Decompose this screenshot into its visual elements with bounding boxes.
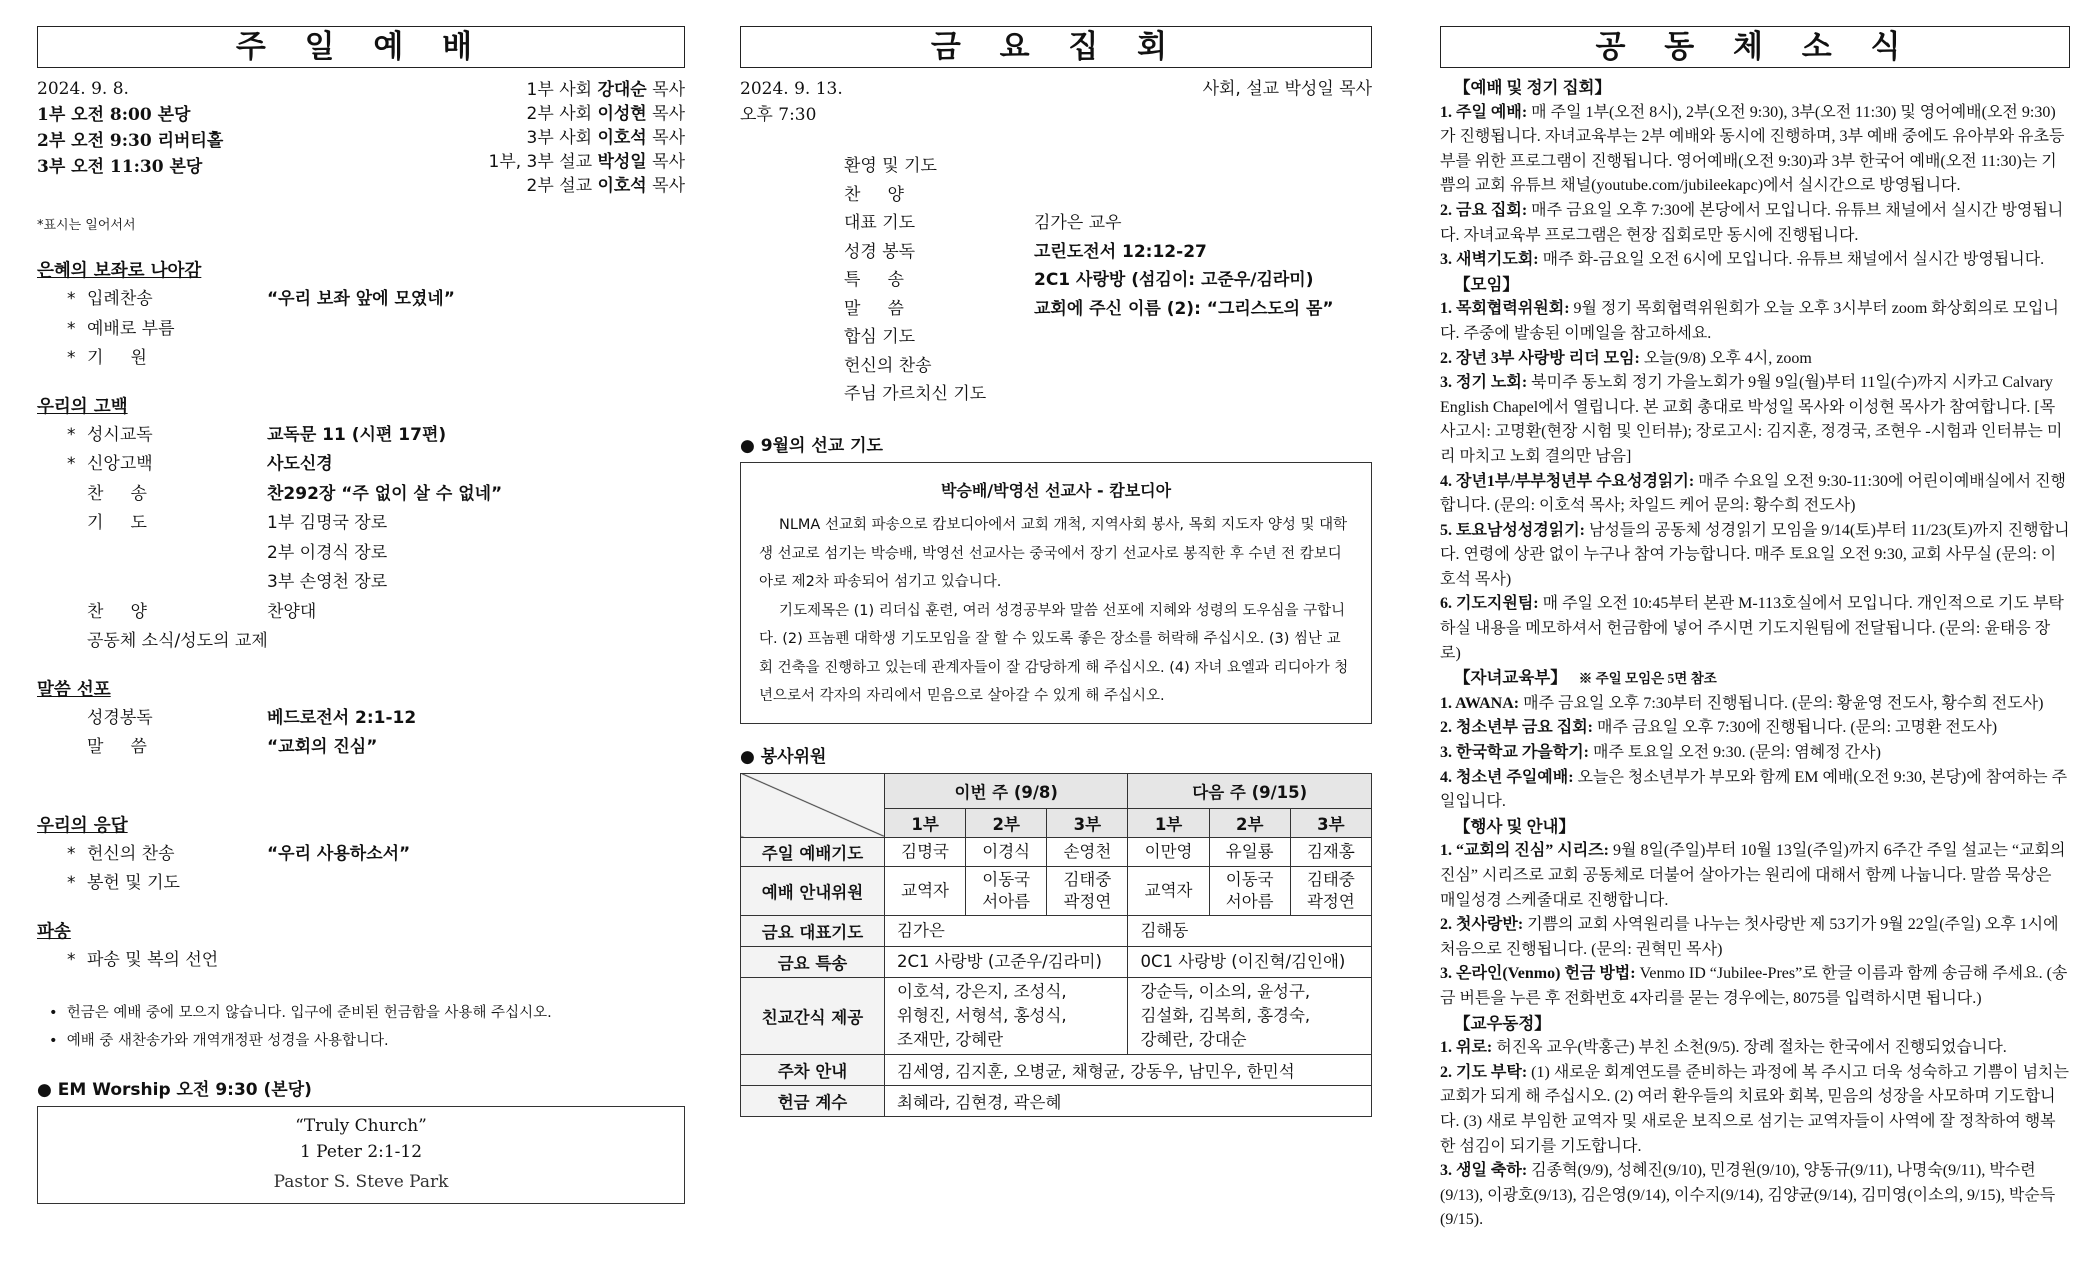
- order-name: 찬 양: [844, 184, 904, 205]
- table-cell: 이호석, 강은지, 조성식, 위형진, 서형석, 홍성식, 조재만, 강혜란: [885, 977, 1128, 1054]
- friday-order-item: [844, 295, 1372, 324]
- service-times: [37, 76, 223, 198]
- stand-marker: *: [67, 348, 76, 368]
- order-value: 2C1 사랑방 (섬김이: 고준우/김라미): [1034, 270, 1314, 290]
- order-of-worship: [37, 258, 685, 975]
- section-title: 은혜의 보좌로 나아감: [37, 261, 202, 281]
- corner-cell: [741, 773, 885, 837]
- part-header: 1부: [1128, 808, 1209, 837]
- news-item: [1440, 1036, 2070, 1061]
- section-title: 우리의 응답: [37, 815, 128, 836]
- table-cell: 0C1 사랑방 (이진혁/김인애): [1128, 946, 1372, 977]
- news-item: [1440, 347, 2070, 372]
- worship-item: [37, 704, 685, 734]
- news-item-heading: 5. 토요남성성경읽기:: [1440, 521, 1585, 539]
- item-value: “우리 보좌 앞에 모였네”: [267, 289, 455, 309]
- em-pastor: Pastor S. Steve Park: [273, 1172, 449, 1192]
- news-item: [1440, 839, 2070, 913]
- table-cell: 이동국 서아름: [966, 866, 1047, 915]
- table-row: [741, 946, 1372, 977]
- news-item-text: Venmo ID “Jubilee-Pres”로 한글 이름과 함께 송금해 주세요. (송금 버튼을 누른 후 전화번호 4자리를 묻는 경우에는, 8075를 입력하시면 됩니다.): [1440, 965, 2068, 1007]
- category-title: 【교우동정】: [1454, 1013, 1551, 1033]
- mission-heading: ● 9월의 선교 기도: [740, 435, 883, 456]
- friday-time: 오후 7:30: [740, 105, 817, 125]
- order-name: 성경 봉독: [844, 241, 916, 262]
- news-item-heading: 2. 청소년부 금요 집회:: [1440, 719, 1593, 737]
- stand-marker: [67, 704, 87, 734]
- order-name: 대표 기도: [844, 213, 916, 233]
- row-label: 예배 안내위원: [741, 866, 885, 915]
- worship-item: [37, 598, 685, 628]
- worship-item: [37, 568, 685, 598]
- news-item-text: 매주 수요일 오전 9:30-11:30에 어린이예배실에서 진행합니다. (문의: 이호석 목사; 차일드 케어 문의: 황수희 전도사): [1440, 472, 2067, 515]
- news-item: [1440, 297, 2070, 346]
- news-item-heading: 3. 정기 노회:: [1440, 374, 1528, 392]
- missionary-title: 박승배/박영선 선교사 - 캄보디아: [940, 480, 1172, 500]
- news-item-text: 북미주 동노회 정기 가을노회가 9월 9일(월)부터 11일(수)까지 시카고 Calvary English Chapel에서 열립니다. 본 교회 총대로 박성일 목사와 이성현 목사가 참여합니다. [목사고시: 고명환(현장 시험 및 인터뷰); 장로고시: 김지훈, 정경국, 조현우 -시험과 인터뷰는 미리 마치고 노회 결의만 남음]: [1440, 374, 2063, 465]
- order-name: 환영 및 기도: [844, 156, 937, 176]
- stand-marker: *: [67, 949, 76, 970]
- worship-item: [37, 733, 685, 763]
- leader-line: 2부 설교 이호석 목사: [526, 176, 685, 196]
- friday-header: [740, 76, 1372, 128]
- friday-order: [844, 152, 1372, 409]
- next-week-header: 다음 주 (9/15): [1128, 773, 1372, 808]
- table-cell: 강순득, 이소의, 윤성구, 김설화, 김복희, 홍경숙, 강혜란, 강대순: [1128, 977, 1372, 1054]
- item-value: 찬292장 “주 없이 살 수 없네”: [267, 483, 503, 504]
- service-time: 1부 오전 8:00 본당: [37, 105, 191, 125]
- stand-marker: [67, 480, 87, 510]
- table-cell: 교역자: [1128, 866, 1209, 915]
- worship-item: [37, 450, 685, 480]
- news-category: [1454, 76, 2070, 101]
- news-item-heading: 4. 청소년 주일예배:: [1440, 768, 1574, 786]
- worship-item: [37, 344, 685, 374]
- friday-order-item: [844, 266, 1372, 295]
- item-name: 봉헌 및 기도: [87, 873, 180, 893]
- stand-marker: [67, 598, 87, 628]
- news-item-text: 매주 화-금요일 오전 6시에 모입니다. 유튜브 채널에서 실시간 방영됩니다.: [1538, 251, 2045, 269]
- part-header: 3부: [1290, 808, 1371, 837]
- news-item: [1440, 1159, 2070, 1233]
- news-item: [1440, 692, 2070, 717]
- news-body: [1440, 76, 2070, 1233]
- volunteers-table: [740, 773, 1372, 1117]
- item-name: 신앙고백: [87, 454, 153, 474]
- order-name: 합심 기도: [844, 327, 916, 347]
- section-title: 우리의 고백: [37, 396, 128, 417]
- item-name: [87, 539, 267, 569]
- news-item: [1440, 741, 2070, 766]
- news-item-heading: 4. 장년1부/부부청년부 수요성경읽기:: [1440, 472, 1695, 490]
- news-item-text: 오늘은 청소년부가 부모와 함께 EM 예배(오전 9:30, 본당)에 참여하는 주일입니다.: [1440, 768, 2068, 811]
- news-item: [1440, 716, 2070, 741]
- table-cell: 이경식: [966, 837, 1047, 866]
- news-item: [1440, 519, 2070, 593]
- community-news-column: [1440, 26, 2070, 1233]
- friday-order-item: [844, 323, 1372, 352]
- worship-item: [37, 509, 685, 539]
- note-bible: • 예배 중 새찬송가와 개역개정판 성경을 사용합니다.: [49, 1033, 389, 1049]
- news-category: [1454, 815, 2070, 840]
- friday-gathering-column: [740, 26, 1372, 1117]
- item-value: 사도신경: [267, 454, 333, 474]
- news-item-heading: 3. 한국학교 가을학기:: [1440, 744, 1589, 762]
- sunday-worship-column: [37, 26, 685, 1204]
- news-item-heading: 1. “교회의 진심” 시리즈:: [1440, 842, 1609, 860]
- worship-item: [37, 421, 685, 451]
- item-name: 성경봉독: [87, 707, 153, 728]
- item-name: 기 원: [87, 348, 147, 368]
- volunteers-heading: ● 봉사위원: [740, 746, 827, 767]
- sunday-header-block: [37, 76, 685, 198]
- friday-order-item: [844, 352, 1372, 381]
- worship-item: [37, 539, 685, 569]
- news-item-text: 김종혁(9/9), 성혜진(9/10), 민경원(9/10), 양동규(9/11), 나명숙(9/11), 박수련(9/13), 이광호(9/13), 김은영(9/14), 이수지(9/14), 김양균(9/14), 김미영(이소의, 9/15), 박순득(9/15).: [1440, 1162, 2056, 1229]
- row-label: 주일 예배기도: [741, 837, 885, 866]
- item-value: [267, 344, 685, 374]
- news-item: [1440, 199, 2070, 248]
- news-item-text: 9월 정기 목회협력위원회가 오늘 오후 3시부터 zoom 화상회의로 모입니다. 주중에 발송된 이메일을 참고하세요.: [1440, 300, 2059, 342]
- table-cell: 김세영, 김지훈, 오병균, 채형균, 강동우, 남민우, 한민석: [885, 1054, 1372, 1085]
- item-value: 1부 김명국 장로: [267, 513, 388, 533]
- em-worship-box: [37, 1106, 685, 1204]
- news-item: [1440, 766, 2070, 815]
- news-item-text: 매 주일 1부(오전 8시), 2부(오전 9:30), 3부(오전 11:30) 및 영어예배(오전 9:30)가 진행됩니다. 자녀교육부는 2부 예배와 동시에 진행하며, 3부 예배 중에도 유아부와 유초등부를 위한 프로그램이 진행됩니다. 영어예배(오전 9:30)과 3부 한국어 예배(오전 11:30)는 기쁨의 교회 유튜브 채널(youtube.com/jubileekapc)에서 실시간으로 방영됩니다.: [1440, 103, 2065, 195]
- row-label: 헌금 계수: [741, 1085, 885, 1116]
- table-cell: 김태중 곽정연: [1047, 866, 1128, 915]
- friday-order-item: [844, 238, 1372, 267]
- friday-leader: 사회, 설교 박성일 목사: [1202, 79, 1372, 99]
- stand-marker: *: [67, 318, 76, 339]
- news-item-text: 매주 금요일 오후 7:30에 본당에서 모입니다. 유튜브 채널에서 실시간 방영됩니다. 자녀교육부 프로그램은 현장 집회로만 동시에 진행됩니다.: [1440, 201, 2064, 244]
- news-item-heading: 2. 금요 집회:: [1440, 201, 1528, 219]
- service-time: 2부 오전 9:30 리버티홀: [37, 131, 224, 151]
- stand-marker: *: [67, 843, 76, 864]
- news-item: [1440, 470, 2070, 519]
- worship-notes: [37, 999, 685, 1055]
- news-item: [1440, 962, 2070, 1011]
- part-header: 2부: [966, 808, 1047, 837]
- item-name: 파송 및 복의 선언: [87, 949, 219, 970]
- news-item-text: 남성들의 공동체 성경읽기 모임을 9/14(토)부터 11/23(토)까지 진행합니다. 연령에 상관 없이 누구나 참여 가능합니다. 매주 토요일 오전 9:30, 교회 사무실 (문의: 이호석 목사): [1440, 521, 2070, 588]
- stand-marker: *: [67, 873, 76, 893]
- table-row: [741, 977, 1372, 1054]
- part-header: 2부: [1209, 808, 1290, 837]
- news-item-heading: 1. AWANA:: [1440, 694, 1520, 712]
- stand-marker: [67, 627, 87, 657]
- order-value: 고린도전서 12:12-27: [1034, 241, 1207, 262]
- section-title: 파송: [37, 921, 71, 942]
- leaders-list: [489, 78, 685, 198]
- item-name: 공동체 소식/성도의 교제: [87, 631, 268, 651]
- category-note: ※ 주일 모임은 5면 참조: [1578, 671, 1717, 687]
- em-heading: ● EM Worship 오전 9:30 (본당): [37, 1080, 312, 1100]
- table-row: [741, 837, 1372, 866]
- stand-marker: [67, 509, 87, 539]
- table-row: [741, 866, 1372, 915]
- item-value: [267, 627, 685, 657]
- stand-marker: *: [67, 454, 76, 474]
- row-label: 주차 안내: [741, 1054, 885, 1085]
- leader-line: 3부 사회 이호석 목사: [526, 128, 685, 148]
- item-value: 3부 손영천 장로: [267, 572, 388, 592]
- news-category: [1454, 273, 2070, 298]
- leader-line: 1부, 3부 설교 박성일 목사: [488, 152, 685, 172]
- stand-marker: *: [67, 424, 76, 445]
- friday-order-item: [844, 152, 1372, 181]
- news-item-text: 매주 금요일 오후 7:30에 진행됩니다. (문의: 고명환 전도사): [1592, 719, 1998, 737]
- friday-title: 금 요 집 회: [740, 26, 1372, 68]
- table-cell: 김가은: [885, 915, 1128, 946]
- leader-line: 1부 사회 강대순 목사: [526, 80, 685, 100]
- table-cell: 유일룡: [1209, 837, 1290, 866]
- worship-item: [37, 869, 685, 899]
- worship-item: [37, 285, 685, 315]
- table-cell: 이만영: [1128, 837, 1209, 866]
- news-item-heading: 2. 첫사랑반:: [1440, 916, 1524, 934]
- table-header-row: [741, 773, 1372, 808]
- this-week-header: 이번 주 (9/8): [885, 773, 1128, 808]
- item-name: 성시교독: [87, 424, 153, 445]
- news-item-text: 매주 토요일 오전 9:30. (문의: 염혜정 간사): [1588, 744, 1881, 762]
- item-value: 찬양대: [267, 601, 317, 622]
- news-item-text: 오늘(9/8) 오후 4시, zoom: [1639, 349, 1812, 367]
- note-offering: • 헌금은 예배 중에 모으지 않습니다. 입구에 준비된 헌금함을 사용해 주십시오.: [49, 1005, 552, 1021]
- community-news-title: 공 동 체 소 식: [1440, 26, 2070, 68]
- news-item-text: 허진옥 교우(박홍근) 부친 소천(9/5). 장례 절차는 한국에서 진행되었습니다.: [1492, 1039, 2007, 1057]
- news-item-text: (1) 새로운 회계연도를 준비하는 과정에 복 주시고 더욱 성숙하고 기쁨이 넘치는 교회가 되게 해 주십시오. (2) 여러 환우들의 치료와 회복, 믿음의 성장을 사모하며 기도합니다. (3) 새로 부임한 교역자 및 새로운 보직으로 섬기는 교역자들이 사역에 잘 정착하여 행복한 섬김이 되기를 기도합니다.: [1440, 1063, 2069, 1155]
- section-title: 말씀 선포: [37, 679, 111, 700]
- news-item: [1440, 1061, 2070, 1159]
- worship-item: [37, 627, 685, 657]
- stand-marker: [67, 568, 87, 598]
- news-item-heading: 2. 기도 부탁:: [1440, 1063, 1528, 1081]
- friday-order-item: [844, 209, 1372, 238]
- news-item: [1440, 371, 2070, 469]
- stand-note: *표시는 일어서서: [37, 218, 136, 233]
- mission-box: [740, 462, 1372, 724]
- mission-paragraph-2: 기도제목은 (1) 리더십 훈련, 여러 성경공부와 말씀 선포에 지혜와 성령의 도우심을 구합니다. (2) 프놈펜 대학생 기도모임을 잘 할 수 있도록 좋은 장소를 허락해 주십시오. (3) 씸난 교회 건축을 진행하고 있는데 관계자들이 잘 감당하게 해 주십시오. (4) 자녀 요엘과 리디아가 청년으로서 각자의 자리에서 믿음으로 살아갈 수 있게 해 주십시오.: [759, 602, 1349, 704]
- table-cell: 교역자: [885, 866, 966, 915]
- order-name: 특 송: [844, 270, 904, 290]
- table-cell: 손영천: [1047, 837, 1128, 866]
- item-value: “교회의 진심”: [267, 737, 378, 757]
- news-item-heading: 1. 주일 예배:: [1440, 103, 1528, 121]
- order-name: 주님 가르치신 기도: [844, 384, 987, 404]
- item-value: “우리 사용하소서”: [267, 843, 411, 864]
- em-sermon-title: “Truly Church”: [295, 1116, 427, 1136]
- table-cell: 이동국 서아름: [1209, 866, 1290, 915]
- news-item: [1440, 101, 2070, 199]
- news-item-heading: 3. 생일 축하:: [1440, 1162, 1528, 1180]
- order-name: 헌신의 찬송: [844, 355, 932, 376]
- worship-item: [37, 946, 685, 976]
- friday-order-item: [844, 380, 1372, 409]
- category-title: 【모임】: [1454, 274, 1519, 294]
- row-label: 금요 특송: [741, 946, 885, 977]
- news-item-text: 기쁨의 교회 사역원리를 나누는 첫사랑반 제 53기가 9월 22일(주일) 오후 1시에 처음으로 진행됩니다. (문의: 권혁민 목사): [1440, 916, 2059, 958]
- news-item-text: 9월 8일(주일)부터 10월 13일(주일)까지 6주간 주일 설교는 “교회의 진심” 시리즈로 교회 공동체로 더불어 살아가는 원리에 대해서 함께 나눕니다. 말씀 묵상은 매일성경 스케줄대로 진행합니다.: [1440, 842, 2066, 909]
- friday-order-item: [844, 181, 1372, 210]
- section-spacer: [37, 763, 685, 793]
- table-cell: 김해동: [1128, 915, 1372, 946]
- item-name: [87, 568, 267, 598]
- item-value: [267, 946, 685, 976]
- row-label: 친교간식 제공: [741, 977, 885, 1054]
- news-category: [1454, 666, 2070, 692]
- table-row: [741, 1054, 1372, 1085]
- table-cell: 김재홍: [1290, 837, 1371, 866]
- item-value: 2부 이경식 장로: [267, 542, 388, 563]
- news-item-heading: 2. 장년 3부 사랑방 리더 모임:: [1440, 349, 1640, 367]
- news-item-heading: 1. 위로:: [1440, 1039, 1493, 1057]
- table-row: [741, 1085, 1372, 1116]
- table-cell: 김명국: [885, 837, 966, 866]
- news-item-heading: 3. 온라인(Venmo) 헌금 방법:: [1440, 965, 1636, 983]
- worship-date: 2024. 9. 8.: [37, 79, 129, 99]
- service-time: 3부 오전 11:30 본당: [37, 157, 203, 177]
- part-header: 3부: [1047, 808, 1128, 837]
- table-cell: 최혜라, 김현경, 곽은혜: [885, 1085, 1372, 1116]
- category-title: 【자녀교육부】: [1454, 668, 1567, 688]
- item-value: 교독문 11 (시편 17편): [267, 424, 447, 445]
- stand-marker: [67, 733, 87, 763]
- item-value: [267, 315, 685, 345]
- news-item-text: 매주 금요일 오후 7:30부터 진행됩니다. (문의: 황윤영 전도사, 황수희 전도사): [1519, 694, 2044, 712]
- item-name: 찬 송: [87, 483, 147, 504]
- order-value: 김가은 교우: [1034, 213, 1122, 233]
- news-item: [1440, 592, 2070, 666]
- friday-date: 2024. 9. 13.: [740, 79, 843, 99]
- news-item-heading: 6. 기도지원팀:: [1440, 595, 1539, 613]
- news-item: [1440, 913, 2070, 962]
- stand-marker: [67, 539, 87, 569]
- item-name: 헌신의 찬송: [87, 843, 175, 864]
- item-name: 입례찬송: [87, 289, 153, 309]
- news-item-text: 매 주일 오전 10:45부터 본관 M-113호실에서 모입니다. 개인적으로 기도 부탁하실 내용을 메모하셔서 헌금함에 넣어 주시면 기도지원팀에 전달됩니다. (문의: 윤태응 장로): [1440, 595, 2064, 662]
- item-value: 베드로전서 2:1-12: [267, 707, 417, 728]
- item-name: 예배로 부름: [87, 318, 175, 339]
- table-row: [741, 915, 1372, 946]
- category-title: 【행사 및 안내】: [1454, 816, 1575, 836]
- category-title: 【예배 및 정기 집회】: [1454, 78, 1611, 97]
- item-name: 찬 양: [87, 601, 147, 622]
- leader-line: 2부 사회 이성현 목사: [526, 104, 685, 124]
- item-name: 말 씀: [87, 737, 147, 757]
- table-cell: 김태중 곽정연: [1290, 866, 1371, 915]
- worship-item: [37, 480, 685, 510]
- news-item-heading: 3. 새벽기도회:: [1440, 251, 1539, 269]
- news-category: [1454, 1012, 2070, 1037]
- stand-marker: *: [67, 289, 76, 309]
- item-name: 기 도: [87, 513, 147, 533]
- mission-paragraph-1: NLMA 선교회 파송으로 캄보디아에서 교회 개척, 지역사회 봉사, 목회 지도자 양성 및 대학생 선교로 섬기는 박승배, 박영선 선교사는 중국에서 장기 선교사로 봉직한 후 수년 전 캄보디아로 제2차 파송되어 섬기고 있습니다.: [759, 517, 1348, 590]
- row-label: 금요 대표기도: [741, 915, 885, 946]
- table-cell: 2C1 사랑방 (고준우/김라미): [885, 946, 1128, 977]
- sunday-worship-title: 주 일 예 배: [37, 26, 685, 68]
- em-verse: 1 Peter 2:1-12: [299, 1142, 423, 1162]
- order-value: 교회에 주신 이름 (2): “그리스도의 몸”: [1034, 298, 1334, 319]
- news-item-heading: 1. 목회협력위원회:: [1440, 300, 1570, 318]
- part-header: 1부: [885, 808, 966, 837]
- item-value: [267, 869, 685, 899]
- worship-item: [37, 840, 685, 870]
- order-name: 말 씀: [844, 298, 904, 319]
- worship-item: [37, 315, 685, 345]
- news-item: [1440, 248, 2070, 273]
